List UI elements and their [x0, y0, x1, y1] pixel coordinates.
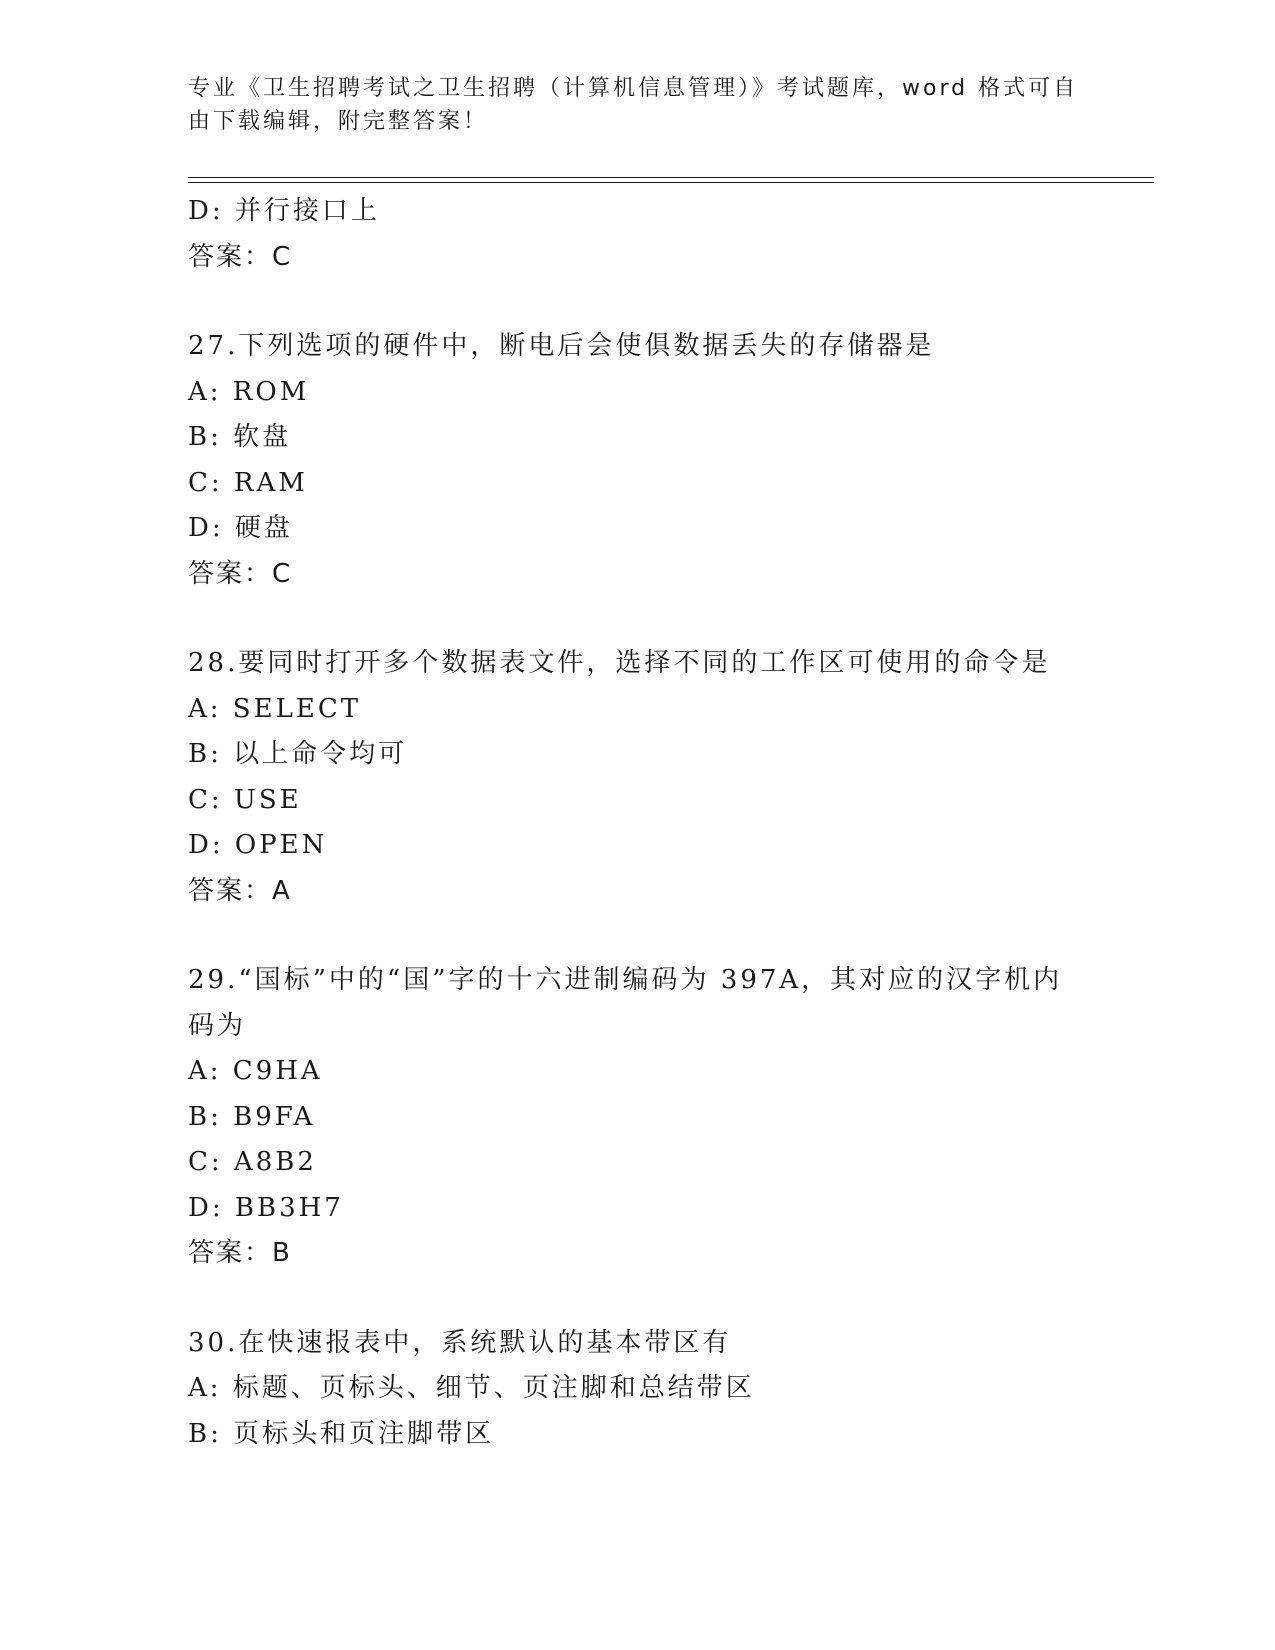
option-c: C: A8B2 [188, 1147, 317, 1177]
document-header [188, 72, 1088, 138]
option-d: D: OPEN [188, 830, 328, 860]
header-divider-top [188, 177, 1154, 178]
option-b: B: B9FA [188, 1101, 316, 1132]
option-a: A: C9HA [188, 1056, 323, 1086]
question-block-28 [188, 641, 1088, 914]
option-b: B: 软盘 [188, 422, 292, 452]
option-d: D: 硬盘 [188, 513, 293, 543]
question-block-27 [188, 324, 1088, 597]
option-c: C: RAM [188, 467, 308, 498]
option-d: D: BB3H7 [188, 1192, 344, 1223]
option-c: C: USE [188, 784, 302, 815]
question-block-29 [188, 958, 1088, 1277]
question-block-30 [188, 1321, 1088, 1458]
question-block-26 [188, 189, 1088, 280]
question-text-continued: 码为 [188, 1010, 247, 1041]
header-divider-bottom [188, 182, 1154, 183]
option-a: A: 标题、页标头、细节、页注脚和总结带区 [188, 1373, 755, 1403]
question-text: 29.“国标”中的“国”字的十六进制编码为 397A，其对应的汉字机内 [188, 965, 1063, 995]
option-d: D: 并行接口上 [188, 196, 380, 226]
answer-line: 答案：A [188, 875, 292, 906]
answer-line: 答案：B [188, 1238, 292, 1268]
header-line-1: 专业《卫生招聘考试之卫生招聘（计算机信息管理）》考试题库，word 格式可自 [188, 76, 1079, 101]
question-text: 30.在快速报表中，系统默认的基本带区有 [188, 1327, 732, 1358]
option-b: B: 页标头和页注脚带区 [188, 1418, 495, 1449]
question-list [188, 189, 1088, 1457]
question-text: 27.下列选项的硬件中，断电后会使俱数据丢失的存储器是 [188, 331, 935, 361]
answer-line: 答案：C [188, 241, 293, 272]
header-line-2: 由下载编辑，附完整答案！ [188, 109, 489, 134]
question-text: 28.要同时打开多个数据表文件，选择不同的工作区可使用的命令是 [188, 648, 1051, 678]
option-b: B: 以上命令均可 [188, 739, 408, 769]
option-a: A: ROM [188, 376, 310, 407]
option-a: A: SELECT [188, 693, 362, 724]
answer-line: 答案：C [188, 558, 293, 589]
